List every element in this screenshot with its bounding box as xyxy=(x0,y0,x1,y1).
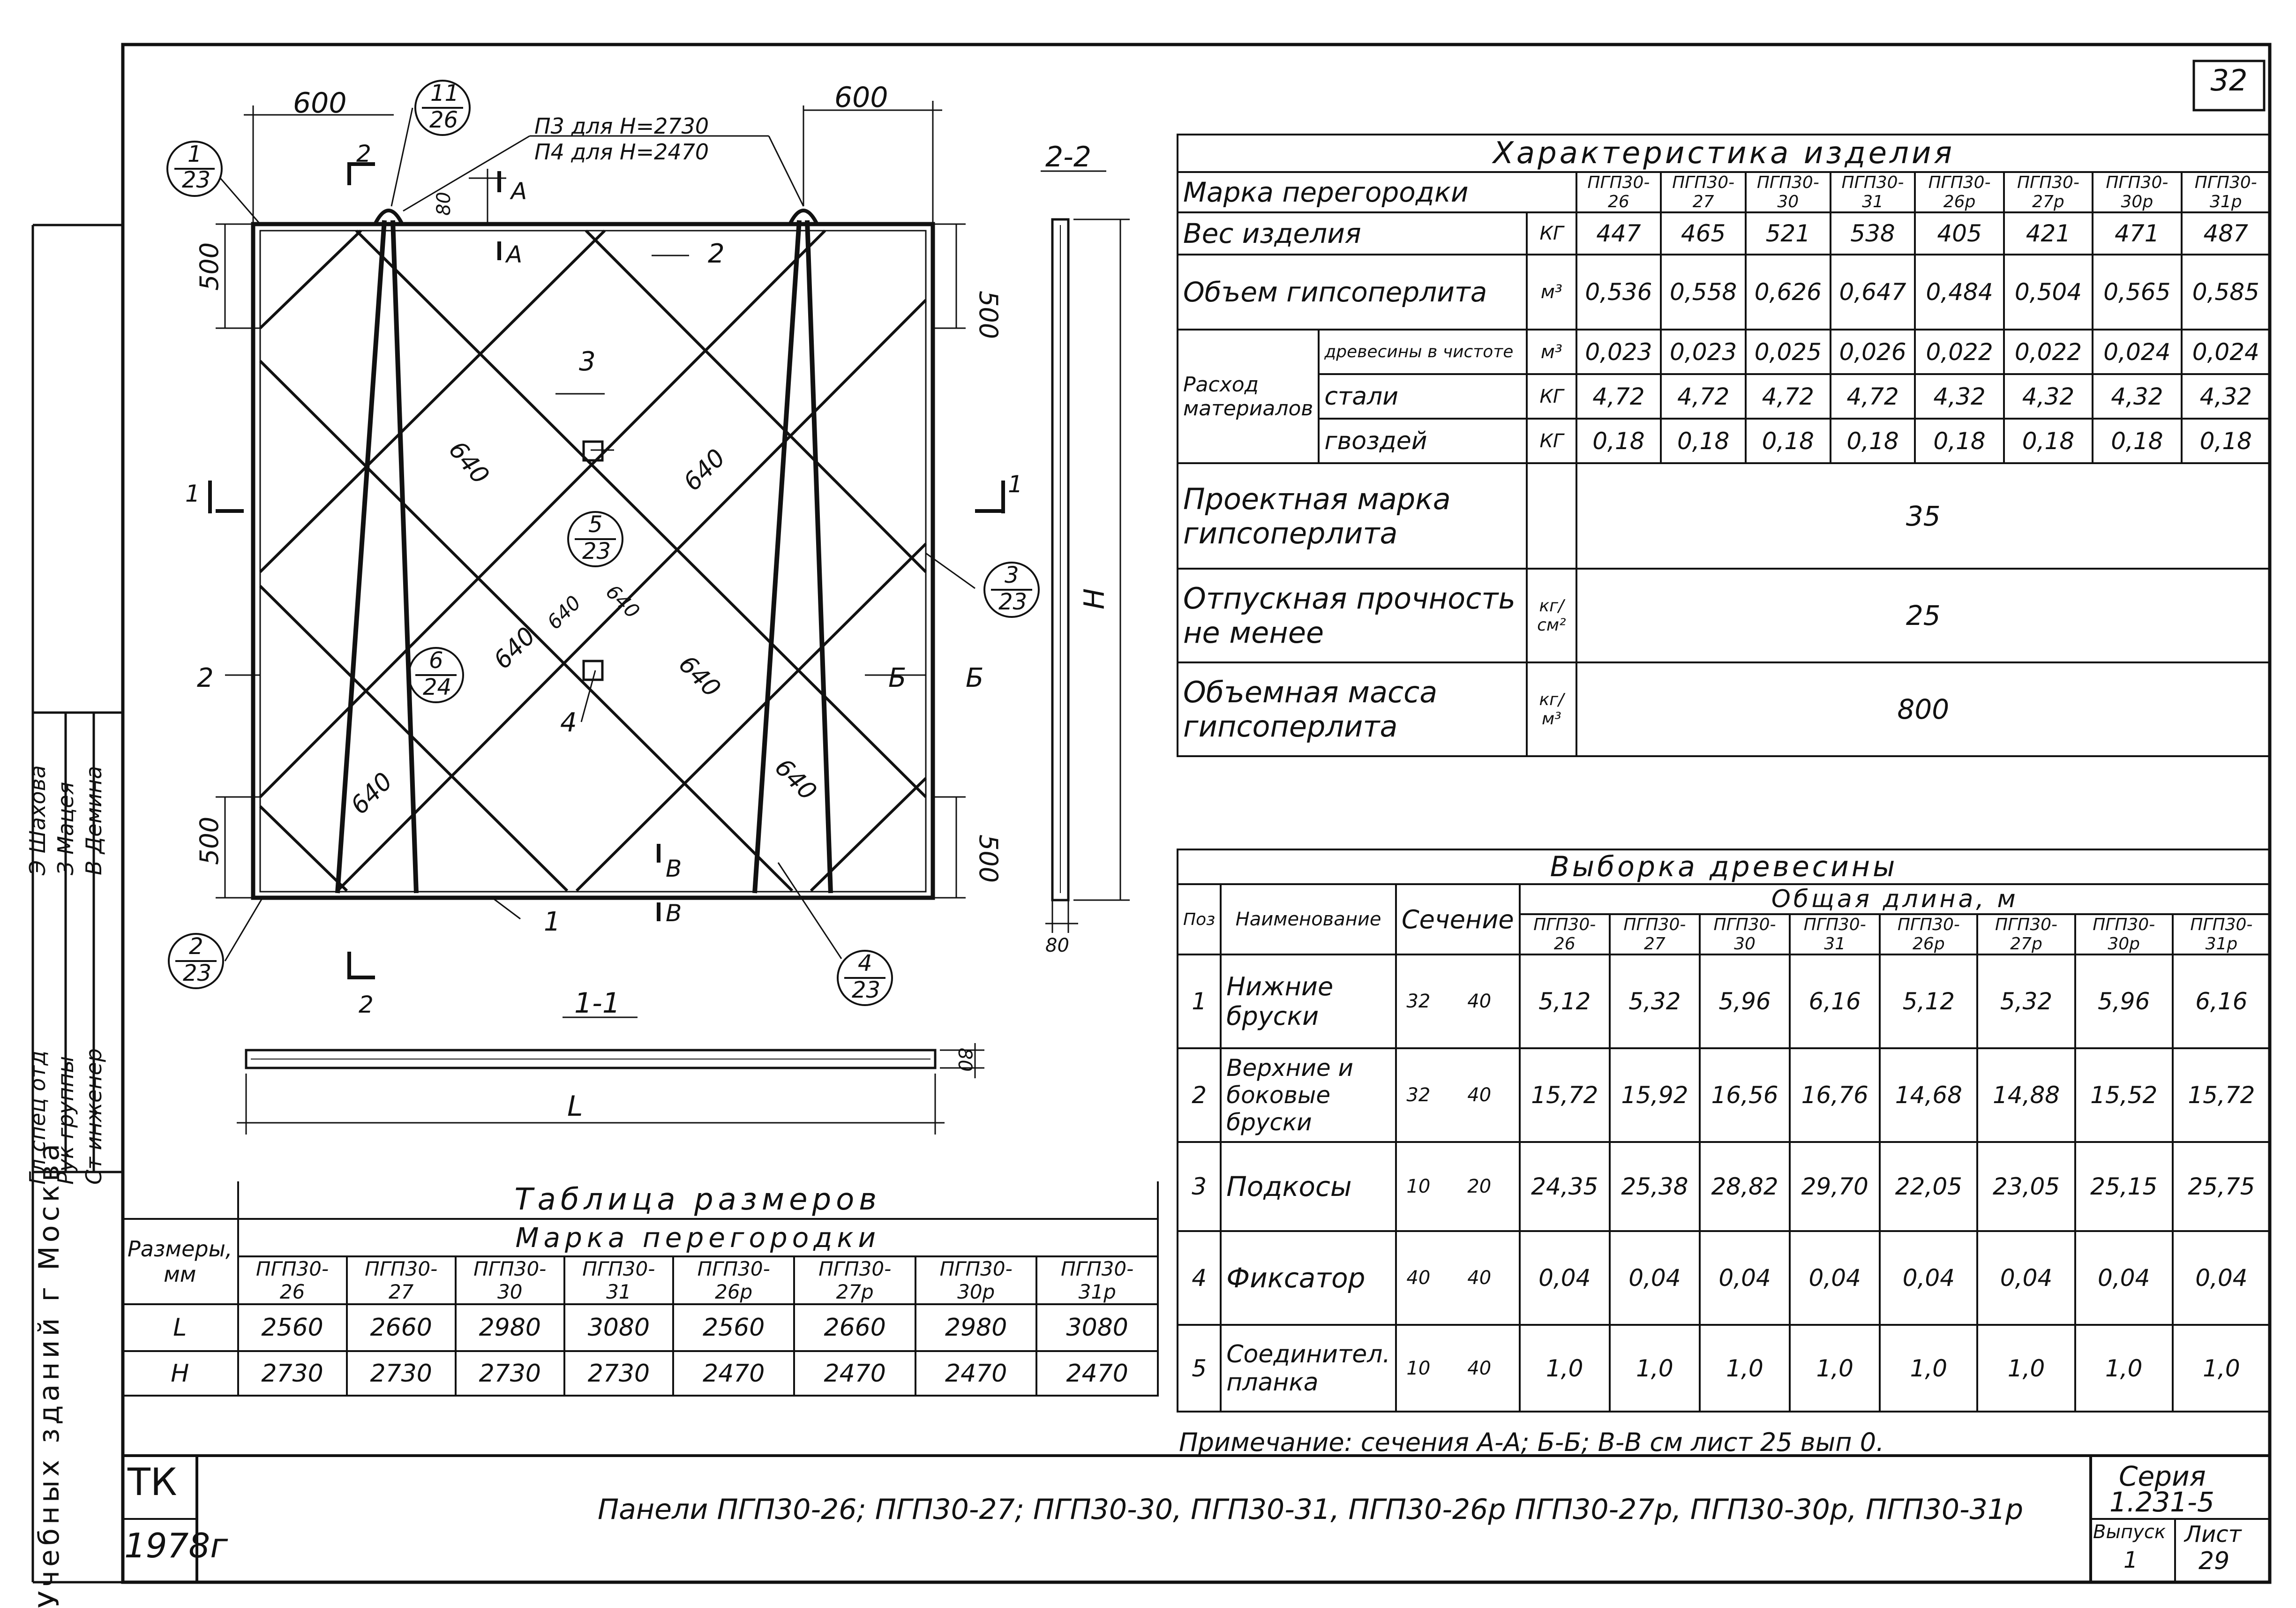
section-2-2-title: 2-2 xyxy=(1045,141,1091,173)
mark-label: Марка перегородки xyxy=(1178,172,1576,212)
sizes-mark: ПГП30-30р xyxy=(915,1256,1037,1304)
wood-length: 6,16 xyxy=(2173,954,2270,1048)
wood-col-section: Сечение xyxy=(1396,884,1520,954)
wood-length: 1,0 xyxy=(2075,1325,2173,1412)
wood-length: 25,75 xyxy=(2173,1142,2270,1231)
density-unit: кг/м³ xyxy=(1527,662,1576,756)
weight-value: 421 xyxy=(2004,212,2093,255)
wood-length: 23,05 xyxy=(1977,1142,2075,1231)
wood-consumption-value: 0,023 xyxy=(1661,330,1746,374)
sizes-H-value: 2730 xyxy=(347,1351,456,1396)
dim-640-d: 640 xyxy=(673,650,726,703)
cut-1-left: 1 xyxy=(185,480,200,507)
consumption-wood-label: древесины в чистоте xyxy=(1319,330,1527,374)
dim-80-11: 80 xyxy=(954,1048,975,1072)
consumption-wood-unit: м³ xyxy=(1527,330,1576,374)
wood-section-h: 40 xyxy=(1440,1231,1520,1325)
side-stamp-role-3: Ст инженер xyxy=(81,1048,106,1185)
weight-value: 538 xyxy=(1831,212,1915,255)
dim-640-c: 640 xyxy=(488,622,541,675)
dim-600-right: 600 xyxy=(834,81,888,114)
cut-A-top: А xyxy=(511,178,527,205)
wood-length: 5,32 xyxy=(1610,954,1700,1048)
wood-length: 24,35 xyxy=(1520,1142,1610,1231)
volume-value: 0,626 xyxy=(1746,255,1831,330)
dim-640-h: 640 xyxy=(601,580,645,623)
volume-value: 0,504 xyxy=(2004,255,2093,330)
mark-7: ПГП30-31р xyxy=(2182,172,2270,212)
wood-pos: 1 xyxy=(1178,954,1221,1048)
pos-label-4: 4 xyxy=(560,707,577,738)
issue-value: 1 xyxy=(2123,1547,2138,1573)
side-stamp-name-1: Э Шахова xyxy=(25,765,50,875)
wood-pos: 2 xyxy=(1178,1048,1221,1142)
dim-500-br: 500 xyxy=(974,834,1003,883)
project-grade-unit xyxy=(1527,463,1576,569)
wood-length: 1,0 xyxy=(1790,1325,1880,1412)
steel-consumption-value: 4,32 xyxy=(2004,374,2093,419)
dim-640-a: 640 xyxy=(443,436,495,490)
nails-consumption-value: 0,18 xyxy=(1661,419,1746,463)
wood-col-name: Наименование xyxy=(1221,884,1396,954)
dim-640-g: 640 xyxy=(542,591,585,634)
wood-pos: 5 xyxy=(1178,1325,1221,1412)
sizes-L-value: 2980 xyxy=(915,1304,1037,1351)
callout-3-num: 5 xyxy=(588,511,603,538)
sizes-title: Таблица размеров xyxy=(238,1181,1158,1219)
sizes-L-value: 2560 xyxy=(673,1304,795,1351)
weight-value: 487 xyxy=(2182,212,2270,255)
wood-name: Фиксатор xyxy=(1221,1231,1396,1325)
sizes-H-value: 2470 xyxy=(915,1351,1037,1396)
wood-section-w: 32 xyxy=(1396,1048,1440,1142)
sizes-mark: ПГП30-31р xyxy=(1036,1256,1158,1304)
wood-section-w: 10 xyxy=(1396,1142,1440,1231)
sizes-mark: ПГП30-30 xyxy=(456,1256,564,1304)
wood-note: Примечание: сечения А-А; Б-Б; В-В см лист 25 вып 0. xyxy=(1179,1428,1884,1457)
sheet-label: Лист xyxy=(2184,1521,2242,1548)
hook-note-1: П3 для Н=2730 xyxy=(534,113,709,139)
wood-section-h: 40 xyxy=(1440,1325,1520,1412)
dim-80-top: 80 xyxy=(433,192,455,216)
wood-length: 1,0 xyxy=(1880,1325,1977,1412)
callout-4-den: 23 xyxy=(998,589,1028,615)
wood-mark: ПГП30-26р xyxy=(1880,914,1977,954)
callout-7-den: 23 xyxy=(852,977,881,1003)
volume-value: 0,484 xyxy=(1915,255,2003,330)
density-value: 800 xyxy=(1576,662,2270,756)
dim-500-tl: 500 xyxy=(195,242,224,291)
wood-name: Верхние и боковые бруски xyxy=(1221,1048,1396,1142)
sizes-H-value: 2470 xyxy=(673,1351,795,1396)
volume-unit: м³ xyxy=(1527,255,1576,330)
wood-mark: ПГП30-30р xyxy=(2075,914,2173,954)
wood-length: 0,04 xyxy=(1610,1231,1700,1325)
wood-section-w: 40 xyxy=(1396,1231,1440,1325)
pos-label-1: 1 xyxy=(544,907,561,937)
wood-title: Выборка древесины xyxy=(1178,849,2270,884)
wood-pos: 4 xyxy=(1178,1231,1221,1325)
callout-1-num: 1 xyxy=(188,141,202,167)
callout-5-num: 6 xyxy=(429,647,443,674)
sheet-number: 32 xyxy=(2210,63,2248,98)
weight-unit: КГ xyxy=(1527,212,1576,255)
wood-section-h: 40 xyxy=(1440,954,1520,1048)
sizes-L-value: 2980 xyxy=(456,1304,564,1351)
pos-label-3: 3 xyxy=(579,346,596,377)
section-1-1-title: 1-1 xyxy=(574,987,620,1020)
wood-subtitle: Общая длина, м xyxy=(1520,884,2270,914)
callout-7-num: 4 xyxy=(858,950,872,977)
wood-length: 1,0 xyxy=(1520,1325,1610,1412)
weight-value: 447 xyxy=(1576,212,1661,255)
sizes-L-value: 3080 xyxy=(564,1304,673,1351)
mark-5: ПГП30-27р xyxy=(2004,172,2093,212)
sizes-table xyxy=(123,1181,1159,1397)
wood-name: Подкосы xyxy=(1221,1142,1396,1231)
sizes-L-value: 2660 xyxy=(794,1304,915,1351)
cut-A-bottom: А xyxy=(506,241,523,268)
wood-length: 6,16 xyxy=(1790,954,1880,1048)
hook-note-2: П4 для Н=2470 xyxy=(534,139,709,165)
side-stamp-name-3: В Демина xyxy=(81,766,106,875)
mark-4: ПГП30-26р xyxy=(1915,172,2003,212)
mark-2: ПГП30-30 xyxy=(1746,172,1831,212)
sheet-value: 29 xyxy=(2198,1547,2230,1575)
series-label: Серия xyxy=(2119,1460,2206,1492)
wood-length: 1,0 xyxy=(1610,1325,1700,1412)
characteristics-title: Характеристика изделия xyxy=(1178,135,2270,172)
wood-section-h: 40 xyxy=(1440,1048,1520,1142)
dim-640-e: 640 xyxy=(769,753,822,806)
sizes-H-value: 2470 xyxy=(1036,1351,1158,1396)
consumption-nails-unit: КГ xyxy=(1527,419,1576,463)
sizes-mark: ПГП30-26 xyxy=(238,1256,347,1304)
weight-label: Вес изделия xyxy=(1178,212,1527,255)
wood-length: 0,04 xyxy=(2173,1231,2270,1325)
wood-consumption-value: 0,024 xyxy=(2093,330,2181,374)
wood-length: 25,15 xyxy=(2075,1142,2173,1231)
wood-name: Соединител. планка xyxy=(1221,1325,1396,1412)
cut-B-outer: Б xyxy=(966,663,984,693)
wood-length: 16,56 xyxy=(1700,1048,1790,1142)
weight-value: 471 xyxy=(2093,212,2181,255)
wood-length: 28,82 xyxy=(1700,1142,1790,1231)
wood-length: 5,32 xyxy=(1977,954,2075,1048)
wood-length: 0,04 xyxy=(1790,1231,1880,1325)
callout-1-den: 23 xyxy=(182,167,211,193)
wood-selection-table xyxy=(1177,849,2271,1413)
wood-mark: ПГП30-27р xyxy=(1977,914,2075,954)
wood-consumption-value: 0,025 xyxy=(1746,330,1831,374)
issue-label: Выпуск xyxy=(2093,1521,2166,1543)
nails-consumption-value: 0,18 xyxy=(1746,419,1831,463)
nails-consumption-value: 0,18 xyxy=(1576,419,1661,463)
wood-name: Нижние бруски xyxy=(1221,954,1396,1048)
wood-consumption-value: 0,026 xyxy=(1831,330,1915,374)
wood-length: 15,72 xyxy=(1520,1048,1610,1142)
release-strength-value: 25 xyxy=(1576,569,2270,662)
sizes-L-value: 3080 xyxy=(1036,1304,1158,1351)
project-grade-value: 35 xyxy=(1576,463,2270,569)
title-tk: ТК xyxy=(128,1460,177,1504)
callout-3-den: 23 xyxy=(582,538,611,564)
sizes-L-label: L xyxy=(123,1304,238,1351)
mark-3: ПГП30-31 xyxy=(1831,172,1915,212)
steel-consumption-value: 4,72 xyxy=(1746,374,1831,419)
cut-V-top: В xyxy=(666,855,682,882)
volume-value: 0,585 xyxy=(2182,255,2270,330)
wood-length: 5,96 xyxy=(2075,954,2173,1048)
pos-label-2-top: 2 xyxy=(708,239,725,269)
wood-length: 5,12 xyxy=(1520,954,1610,1048)
steel-consumption-value: 4,72 xyxy=(1576,374,1661,419)
steel-consumption-value: 4,32 xyxy=(1915,374,2003,419)
consumption-steel-unit: КГ xyxy=(1527,374,1576,419)
volume-label: Объем гипсоперлита xyxy=(1178,255,1527,330)
sizes-mark: ПГП30-27р xyxy=(794,1256,915,1304)
weight-value: 521 xyxy=(1746,212,1831,255)
wood-length: 15,52 xyxy=(2075,1048,2173,1142)
callout-6-num: 2 xyxy=(189,933,203,960)
wood-consumption-value: 0,024 xyxy=(2182,330,2270,374)
series-value: 1.231-5 xyxy=(2109,1486,2214,1518)
dim-640-f: 640 xyxy=(345,767,398,820)
consumption-label: Расход материалов xyxy=(1178,330,1319,463)
steel-consumption-value: 4,72 xyxy=(1831,374,1915,419)
steel-consumption-value: 4,72 xyxy=(1661,374,1746,419)
callout-2-den: 26 xyxy=(429,107,458,133)
wood-length: 5,96 xyxy=(1700,954,1790,1048)
section-2-2 xyxy=(1041,171,1130,933)
sizes-H-value: 2470 xyxy=(794,1351,915,1396)
weight-value: 405 xyxy=(1915,212,2003,255)
dim-500-bl: 500 xyxy=(195,816,224,865)
dim-500-tr: 500 xyxy=(974,291,1003,339)
sizes-mark: ПГП30-31 xyxy=(564,1256,673,1304)
nails-consumption-value: 0,18 xyxy=(2004,419,2093,463)
consumption-steel-label: стали xyxy=(1319,374,1527,419)
side-stamp-role-1: Гл спец отд xyxy=(25,1051,50,1185)
wood-length: 15,92 xyxy=(1610,1048,1700,1142)
sizes-H-value: 2730 xyxy=(456,1351,564,1396)
wood-length: 1,0 xyxy=(1700,1325,1790,1412)
nails-consumption-value: 0,18 xyxy=(1915,419,2003,463)
wood-consumption-value: 0,022 xyxy=(1915,330,2003,374)
dim-640-b: 640 xyxy=(678,443,731,497)
cut-1-right: 1 xyxy=(1008,471,1023,498)
volume-value: 0,565 xyxy=(2093,255,2181,330)
sizes-H-value: 2730 xyxy=(564,1351,673,1396)
wood-length: 1,0 xyxy=(2173,1325,2270,1412)
sizes-blank xyxy=(123,1181,238,1219)
pos-label-2-left: 2 xyxy=(197,663,214,693)
cut-B-inner: Б xyxy=(888,663,907,693)
consumption-nails-label: гвоздей xyxy=(1319,419,1527,463)
cut-V-bottom: В xyxy=(666,900,682,927)
wood-mark: ПГП30-30 xyxy=(1700,914,1790,954)
sizes-mark: ПГП30-26р xyxy=(673,1256,795,1304)
wood-col-pos: Поз xyxy=(1178,884,1221,954)
density-label: Объемная масса гипсоперлита xyxy=(1178,662,1527,756)
title-main: Панели ПГП30-26; ПГП30-27; ПГП30-30, ПГП30-31, ПГП30-26р ПГП30-27р, ПГП30-30р, ПГП30-31р xyxy=(598,1493,2024,1526)
wood-length: 14,88 xyxy=(1977,1048,2075,1142)
wood-mark: ПГП30-26 xyxy=(1520,914,1610,954)
wood-length: 1,0 xyxy=(1977,1325,2075,1412)
steel-consumption-value: 4,32 xyxy=(2182,374,2270,419)
sizes-H-label: H xyxy=(123,1351,238,1396)
section-1-1 xyxy=(237,1017,984,1135)
wood-length: 0,04 xyxy=(1520,1231,1610,1325)
wood-length: 22,05 xyxy=(1880,1142,1977,1231)
sizes-mark: ПГП30-27 xyxy=(347,1256,456,1304)
characteristics-table xyxy=(1177,134,2271,757)
wood-length: 5,12 xyxy=(1880,954,1977,1048)
nails-consumption-value: 0,18 xyxy=(2093,419,2181,463)
steel-consumption-value: 4,32 xyxy=(2093,374,2181,419)
wood-mark: ПГП30-27 xyxy=(1610,914,1700,954)
side-stamp-org: Учебных зданий г Москва xyxy=(33,1140,66,1608)
callout-6-den: 23 xyxy=(183,960,212,986)
side-stamp-name-2: З Мацея xyxy=(53,781,78,875)
sizes-dims-label: Размеры, мм xyxy=(123,1219,238,1304)
wood-length: 0,04 xyxy=(2075,1231,2173,1325)
weight-value: 465 xyxy=(1661,212,1746,255)
label-H: H xyxy=(1078,588,1111,609)
wood-section-w: 10 xyxy=(1396,1325,1440,1412)
callout-2-num: 11 xyxy=(430,80,459,106)
callout-5-den: 24 xyxy=(423,674,452,700)
sizes-mark-label: Марка перегородки xyxy=(238,1219,1158,1256)
nails-consumption-value: 0,18 xyxy=(2182,419,2270,463)
wood-length: 0,04 xyxy=(1700,1231,1790,1325)
mark-6: ПГП30-30р xyxy=(2093,172,2181,212)
volume-value: 0,647 xyxy=(1831,255,1915,330)
wood-mark: ПГП30-31р xyxy=(2173,914,2270,954)
wood-consumption-value: 0,022 xyxy=(2004,330,2093,374)
wood-consumption-value: 0,023 xyxy=(1576,330,1661,374)
mark-0: ПГП30-26 xyxy=(1576,172,1661,212)
cut-2-top: 2 xyxy=(356,140,371,167)
wood-length: 29,70 xyxy=(1790,1142,1880,1231)
wood-length: 15,72 xyxy=(2173,1048,2270,1142)
nails-consumption-value: 0,18 xyxy=(1831,419,1915,463)
sizes-L-value: 2660 xyxy=(347,1304,456,1351)
wood-length: 14,68 xyxy=(1880,1048,1977,1142)
wood-mark: ПГП30-31 xyxy=(1790,914,1880,954)
volume-value: 0,558 xyxy=(1661,255,1746,330)
dim-80-22: 80 xyxy=(1045,935,1069,956)
wood-length: 16,76 xyxy=(1790,1048,1880,1142)
mark-1: ПГП30-27 xyxy=(1661,172,1746,212)
wood-length: 25,38 xyxy=(1610,1142,1700,1231)
wood-pos: 3 xyxy=(1178,1142,1221,1231)
side-stamp-role-2: Рук группы xyxy=(53,1056,78,1185)
wood-section-h: 20 xyxy=(1440,1142,1520,1231)
project-grade-label: Проектная марка гипсоперлита xyxy=(1178,463,1527,569)
sizes-L-value: 2560 xyxy=(238,1304,347,1351)
wood-length: 0,04 xyxy=(1880,1231,1977,1325)
release-strength-unit: кг/см² xyxy=(1527,569,1576,662)
release-strength-label: Отпускная прочность не менее xyxy=(1178,569,1527,662)
dim-600-left: 600 xyxy=(293,87,347,120)
label-L: L xyxy=(567,1090,583,1123)
callout-4-num: 3 xyxy=(1005,562,1019,588)
volume-value: 0,536 xyxy=(1576,255,1661,330)
sizes-H-value: 2730 xyxy=(238,1351,347,1396)
wood-section-w: 32 xyxy=(1396,954,1440,1048)
cut-2-bottom: 2 xyxy=(359,991,374,1018)
wood-length: 0,04 xyxy=(1977,1231,2075,1325)
title-year: 1978г xyxy=(124,1526,228,1565)
